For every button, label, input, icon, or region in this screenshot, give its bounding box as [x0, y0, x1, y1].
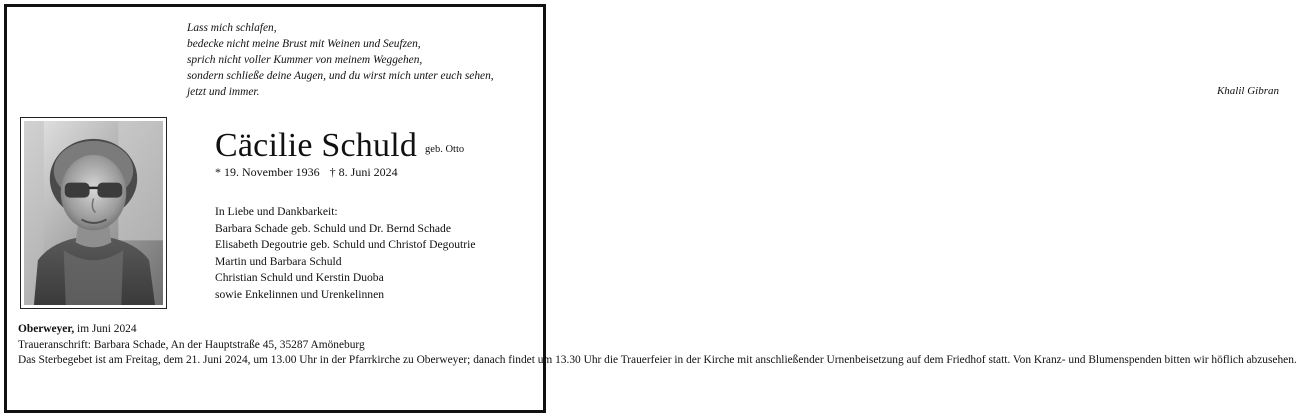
place-date-line	[18, 322, 532, 338]
mourner-line: sowie Enkelinnen und Urenkelinnen	[215, 287, 385, 301]
mourners-list	[215, 204, 476, 303]
poem-line: Lass mich schlafen,	[187, 22, 277, 34]
death-date: † 8. Juni 2024	[329, 165, 398, 179]
poem-line: sprich nicht voller Kummer von meinem Weggehen,	[187, 54, 423, 66]
mourner-line: Martin und Barbara Schuld	[215, 254, 342, 268]
poem	[187, 20, 532, 100]
mourner-line: Christian Schuld und Kerstin Duoba	[215, 271, 384, 284]
service-details: Das Sterbegebet ist am Freitag, dem 21. Juni 2024, um 13.00 Uhr in der Pfarrkirche zu Oberweyer; danach findet um 13.30 Uhr die Trauerfeier in der Kirche mit anschließender Urnenbeisetzung auf dem Friedhof statt. Von Kranz- und Blumenspenden bitten wir höflich abzusehen.	[18, 354, 1297, 366]
mourner-line: In Liebe und Dankbarkeit:	[215, 205, 338, 218]
poem-line: jetzt und immer.	[187, 86, 260, 98]
poem-author: Khalil Gibran	[1216, 85, 1279, 97]
deceased-name-row	[215, 127, 464, 165]
place: Oberweyer,	[18, 323, 75, 335]
life-dates	[215, 165, 398, 180]
mourner-line: Barbara Schade geb. Schuld und Dr. Bernd Schade	[215, 221, 451, 235]
mourning-address: Traueranschrift: Barbara Schade, An der Hauptstraße 45, 35287 Amöneburg	[18, 338, 365, 351]
birth-date: * 19. November 1936	[215, 165, 320, 179]
maiden-name: geb. Otto	[425, 144, 465, 155]
footer-info	[18, 322, 1297, 369]
poem-line: bedecke nicht meine Brust mit Weinen und Seufzen,	[187, 38, 421, 50]
mourner-line: Elisabeth Degoutrie geb. Schuld und Christof Degoutrie	[215, 238, 476, 251]
portrait-photo	[24, 121, 163, 305]
portrait-frame	[20, 117, 167, 309]
poem-line: sondern schließe deine Augen, und du wirst mich unter euch sehen,	[187, 70, 494, 82]
deceased-name: Cäcilie Schuld	[215, 127, 418, 164]
notice-date: im Juni 2024	[74, 323, 137, 335]
